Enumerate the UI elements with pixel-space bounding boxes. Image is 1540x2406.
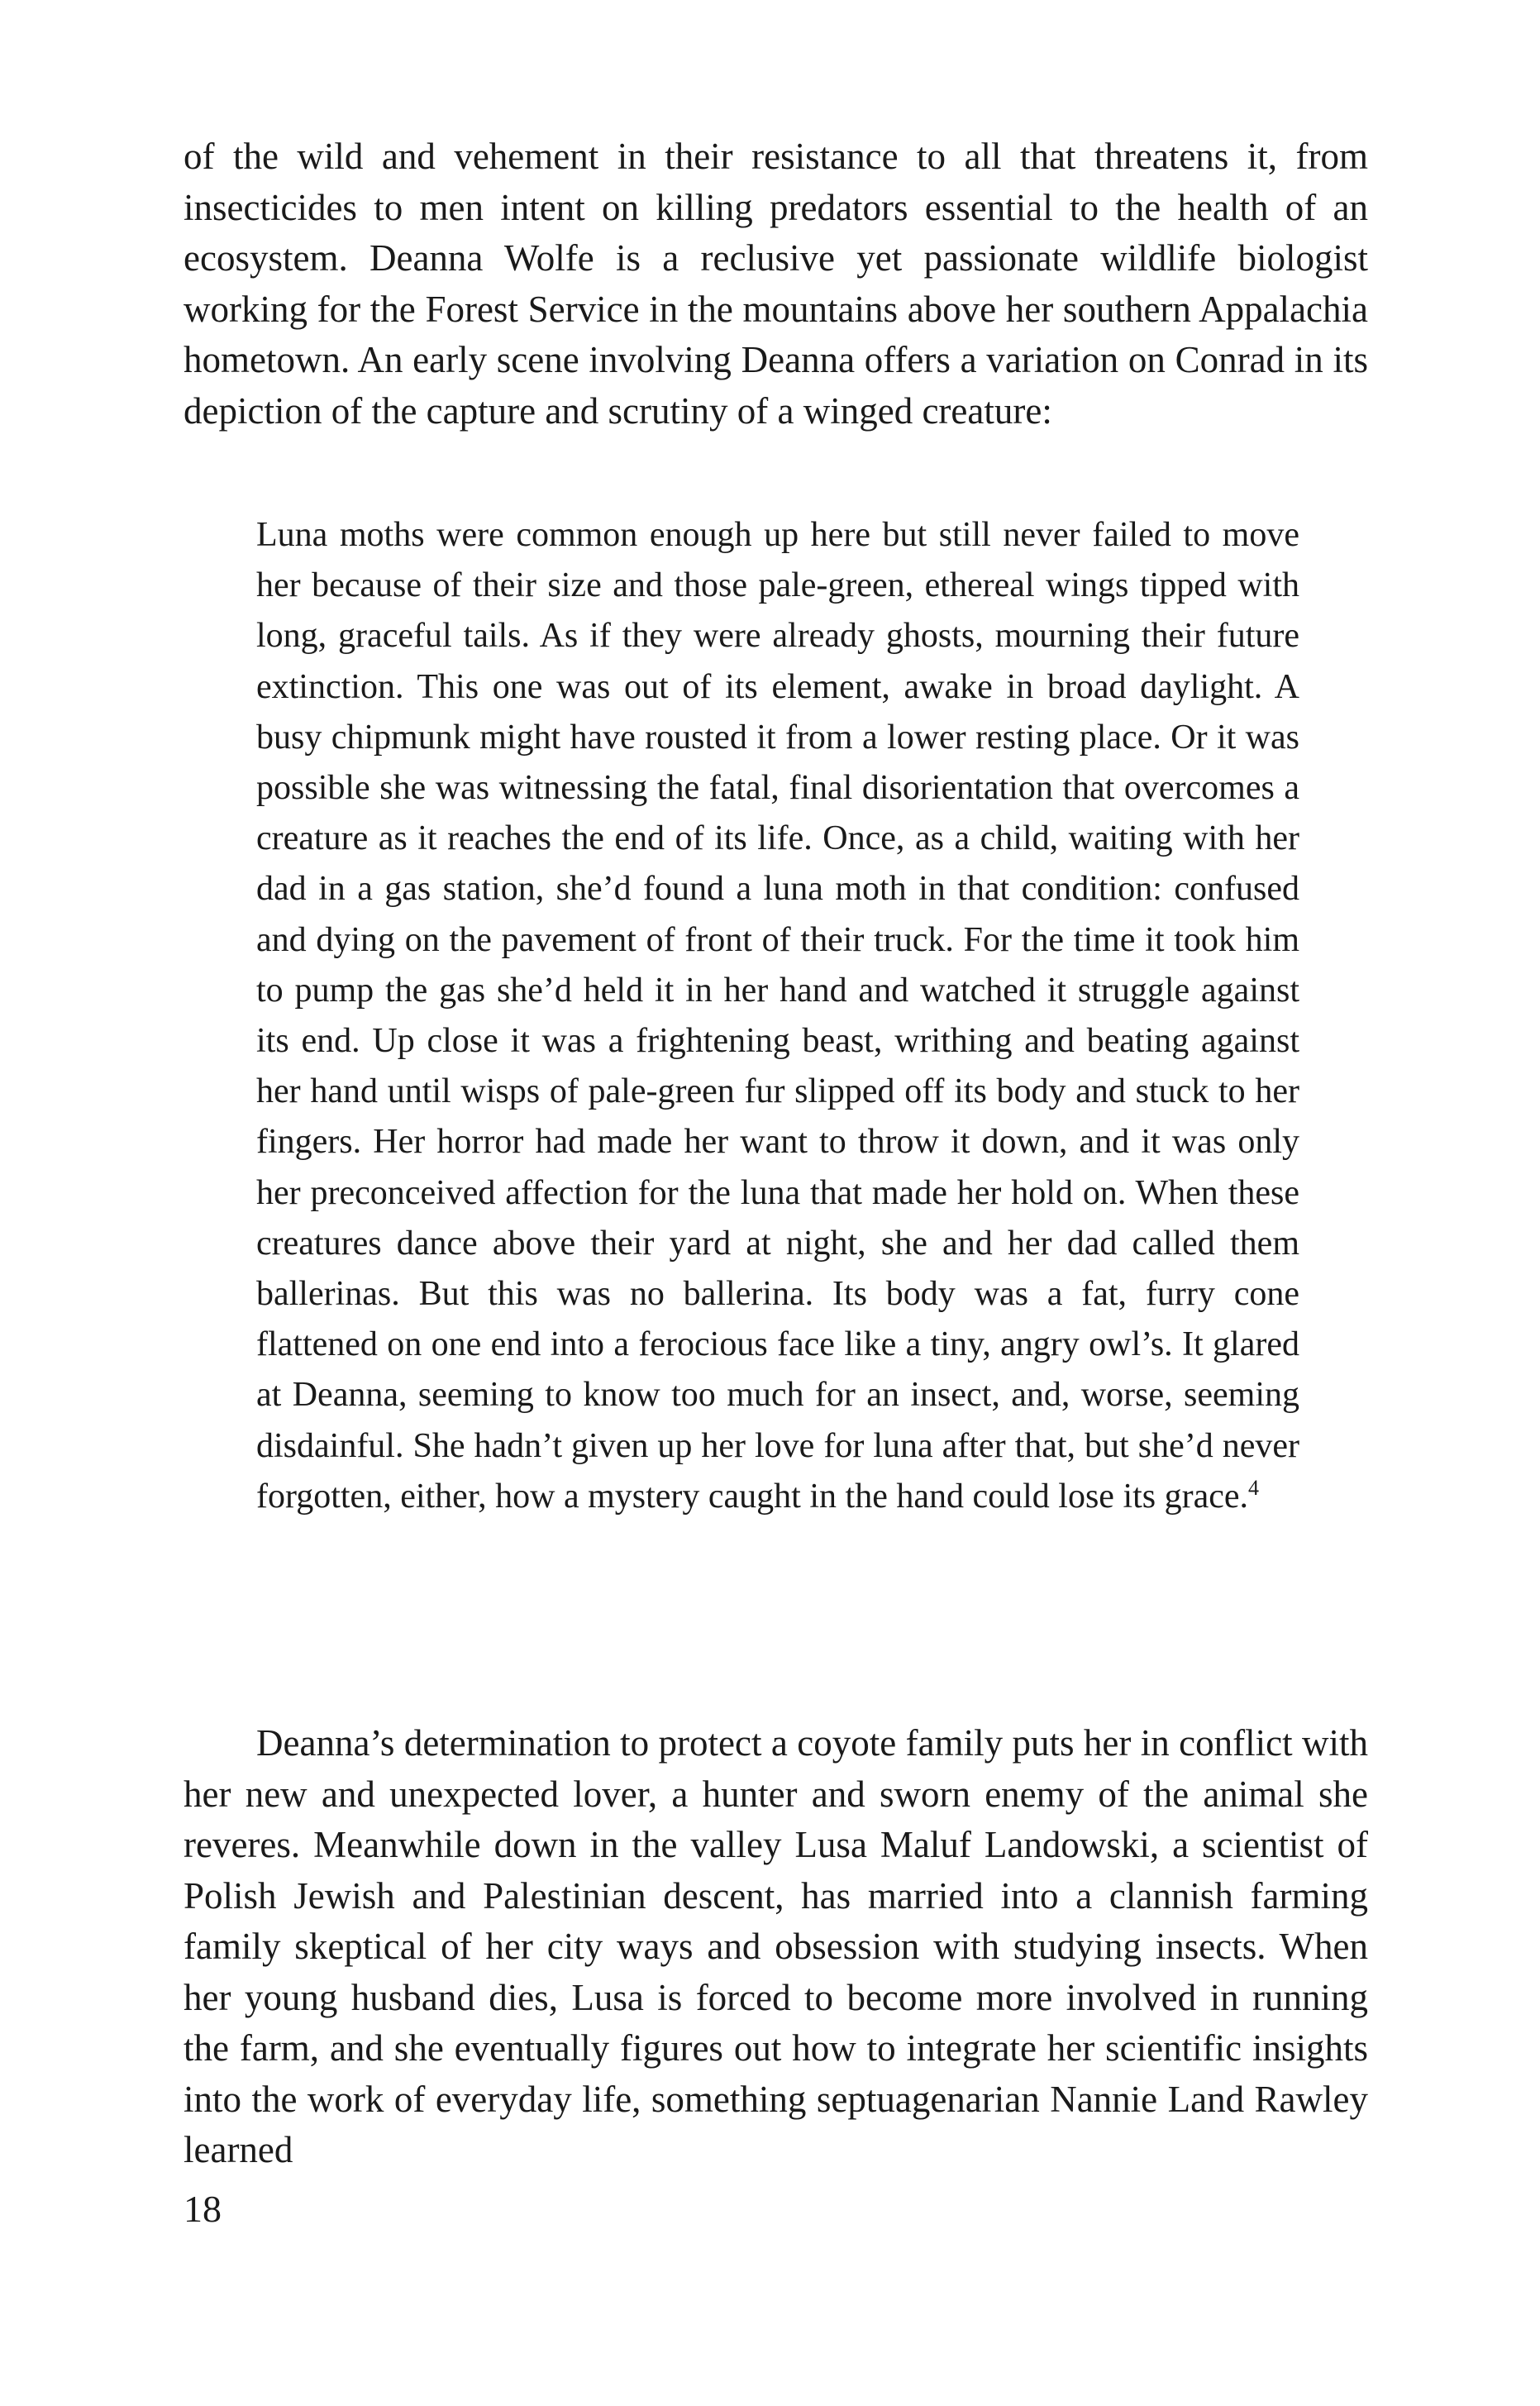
block-quote [256, 510, 1299, 1522]
page-number: 18 [184, 2188, 222, 2230]
footnote-marker: 4 [1248, 1475, 1260, 1500]
body-paragraph-1: of the wild and vehement in their resistance to all that threatens it, from insecticides to men intent on killing predators essential to the health of an ecosystem. Deanna Wolfe is a reclusive yet passionate wildlife biologist working for the Forest Service in the mountains above her southern Appalachia hometown. An early scene involving Deanna offers a variation on Conrad in its depiction of the capture and scrutiny of a winged creature: [184, 136, 1368, 432]
block-quote-text: Luna moths were common enough up here but still never failed to move her because of their size and those pale-green, ethereal wings tipped with long, graceful tails. As if they were already ghosts, mourning their future extinction. This one was out of its element, awake in broad daylight. A busy chipmunk might have rousted it from a lower resting place. Or it was possible she was witnessing the fatal, final disorientation that overcomes a creature as it reaches the end of its life. Once, as a child, waiting with her dad in a gas station, she’d found a luna moth in that condition: confused and dying on the pavement of front of their truck. For the time it took him to pump the gas she’d held it in her hand and watched it struggle against its end. Up close it was a frightening beast, writhing and beating against her hand until wisps of pale-green fur slipped off its body and stuck to her fingers. Her horror had made her want to throw it down, and it was only her preconceived affection for the luna that made her hold on. When these creatures dance above their yard at night, she and her dad called them ballerinas. But this was no ballerina. Its body was a fat, furry cone flattened on one end into a ferocious face like a tiny, angry owl’s. It glared at Deanna, seeming to know too much for an insect, and, worse, seeming disdainful. She hadn’t given up her love for luna after that, but she’d never forgotten, either, how a mystery caught in the hand could lose its grace. [256, 516, 1299, 1516]
body-paragraph-2: Deanna’s determination to protect a coyote family puts her in conflict with her new and unexpected lover, a hunter and sworn enemy of the animal she reveres. Meanwhile down in the valley Lusa Maluf Landowski, a scientist of Polish Jewish and Palestinian descent, has married into a clannish farming family skeptical of her city ways and obsession with studying insects. When her young husband dies, Lusa is forced to become more involved in running the farm, and she eventually figures out how to integrate her scientific insights into the work of everyday life, something septuagenarian Nannie Land Rawley learned [184, 1722, 1368, 2170]
